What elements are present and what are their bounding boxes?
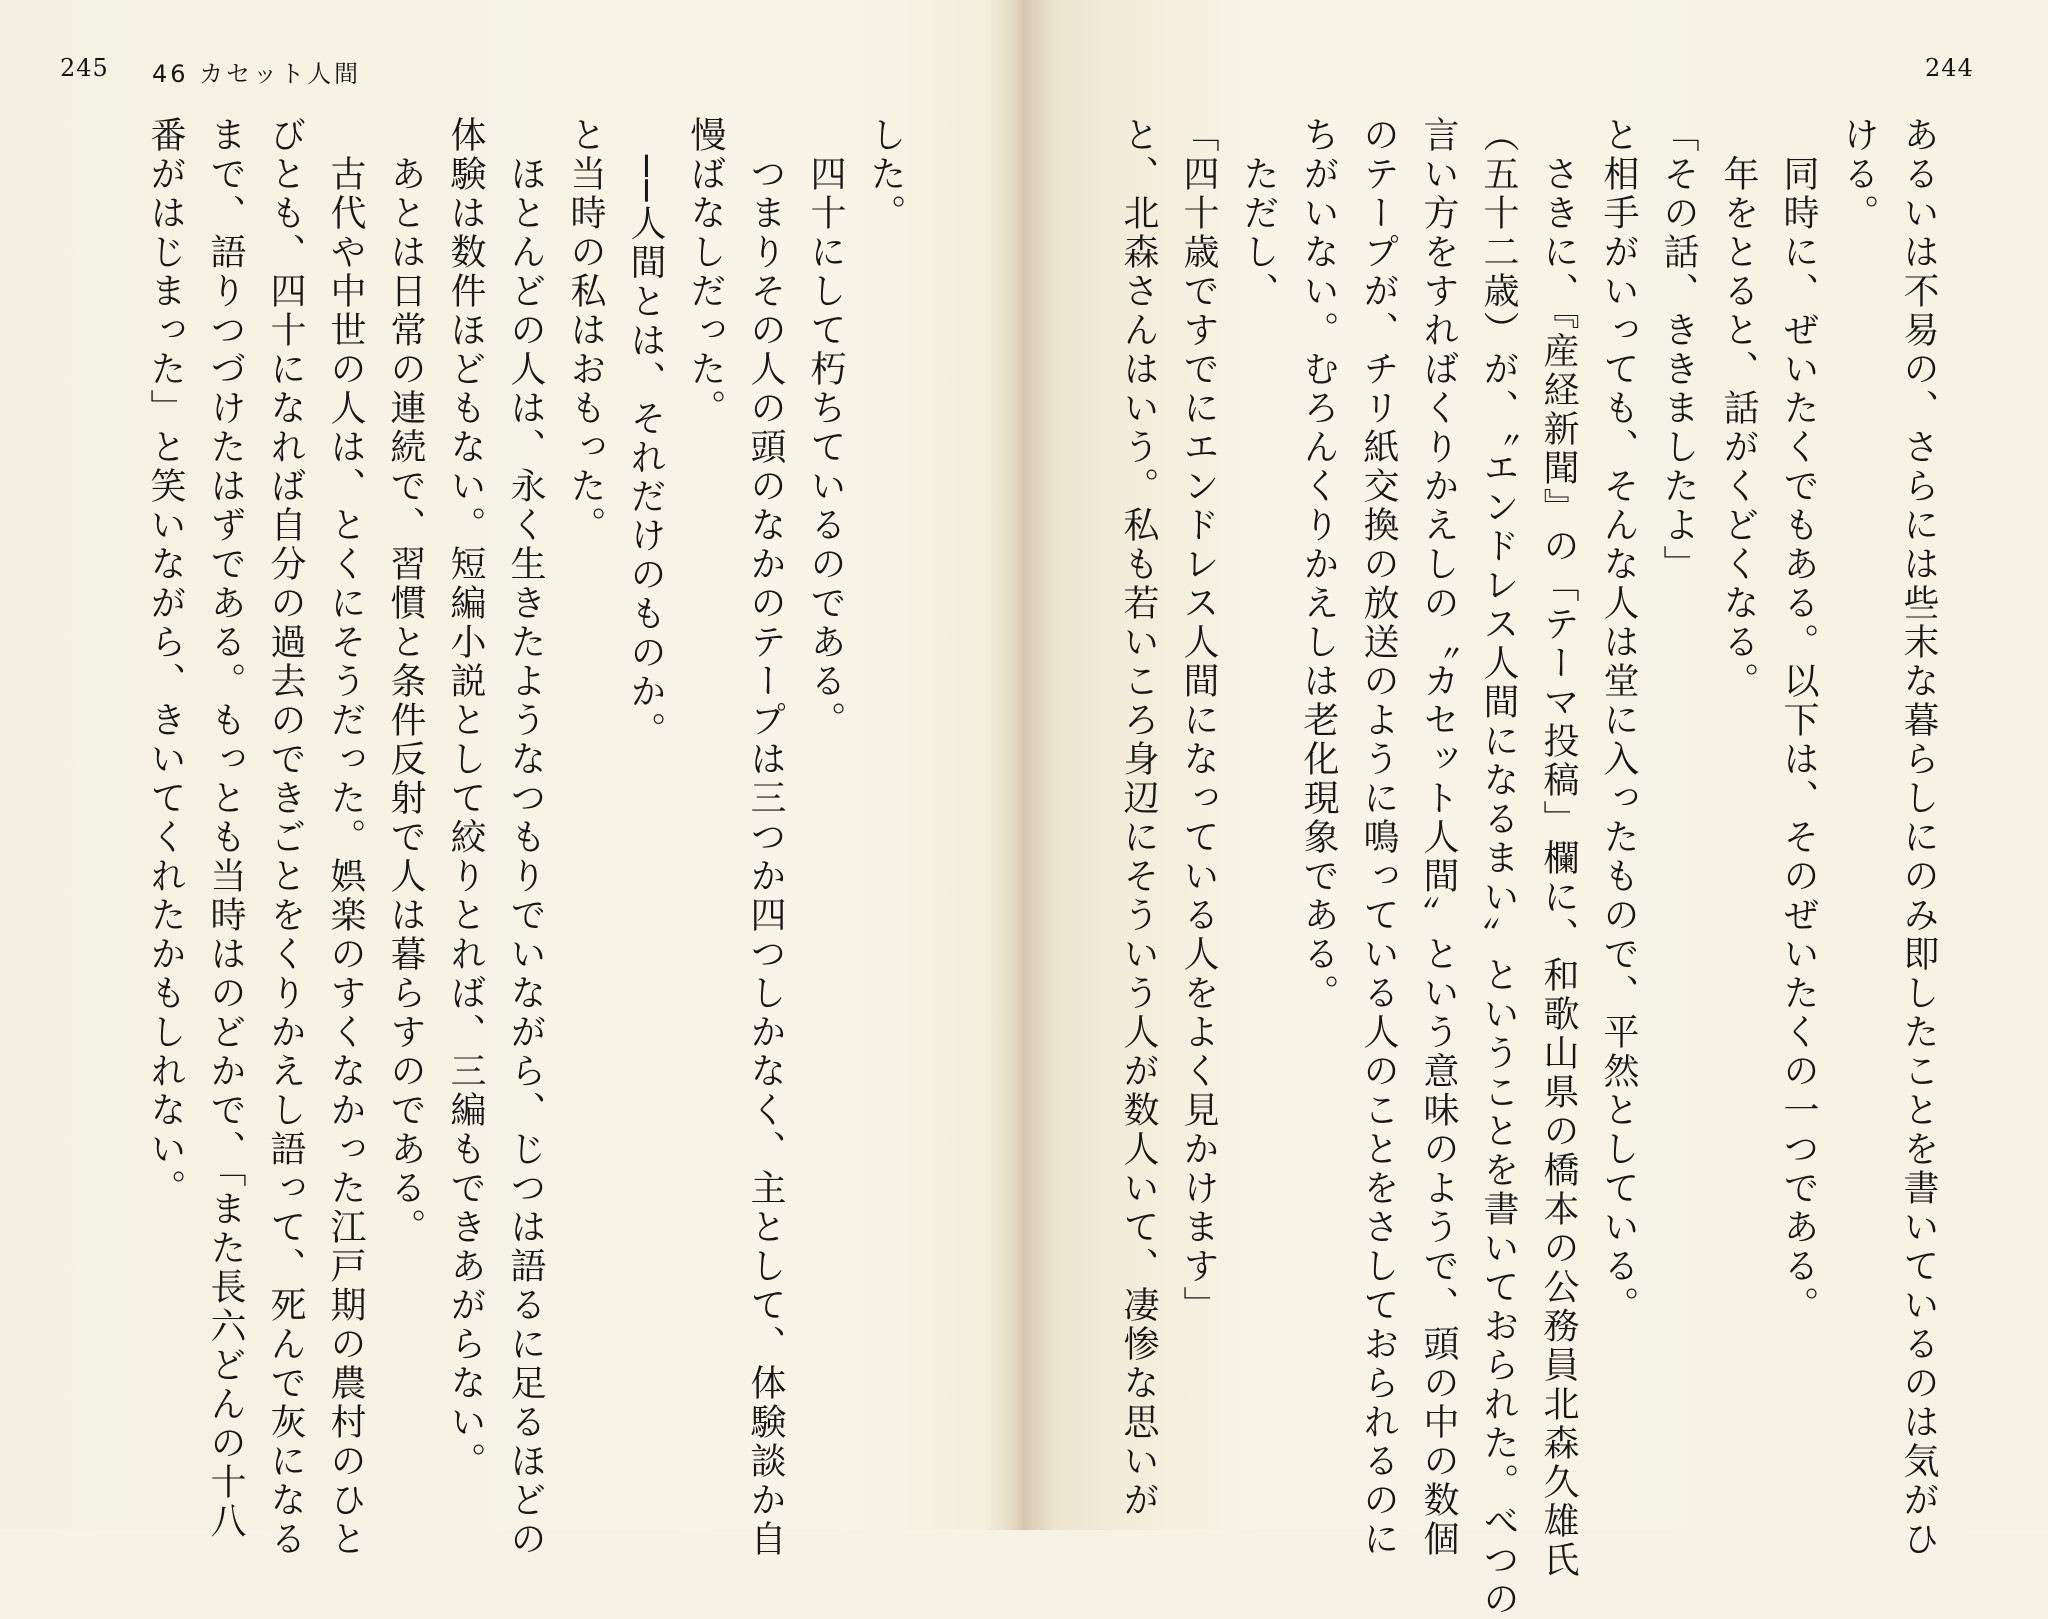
left-page: [0, 0, 1005, 1559]
text-line: ほとんどの人は、永く生きたようなつもりでいながら、じつは語るに足るほどの: [505, 116, 546, 1559]
text-line: と、北森さんはいう。私も若いころ身辺にそういう人が数人いて、凄惨な思いが: [1118, 116, 1159, 1520]
left-page-body: [115, 116, 915, 1559]
text-line: 「その話、ききましたよ」: [1658, 116, 1699, 584]
text-line: 同時に、ぜいたくでもある。以下は、そのぜいたくの一つである。: [1778, 116, 1819, 1325]
text-line: ──人間とは、それだけのものか。: [625, 116, 666, 751]
right-page: [1005, 0, 2048, 1619]
text-line: 年をとると、話がくどくなる。: [1718, 116, 1759, 701]
text-line: ただし、: [1238, 116, 1279, 311]
text-line: あるいは不易の、さらには些末な暮らしにのみ即したことを書いているのは気がひ: [1898, 116, 1939, 1559]
running-head: 46 カセット人間: [152, 60, 362, 88]
text-line: つまりその人の頭のなかのテープは三つか四つしかなく、主として、体験談か自: [745, 116, 786, 1559]
page-number-right: 244: [1925, 54, 1974, 82]
text-line: さきに、『産経新聞』の「テーマ投稿」欄に、和歌山県の橋本の公務員北森久雄氏: [1538, 116, 1579, 1580]
text-line: 体験は数件ほどもない。短編小説として絞りとれば、三編もできあがらない。: [445, 116, 486, 1481]
text-line: びとも、四十になれば自分の過去のできごとをくりかえし語って、死んで灰になる: [265, 116, 306, 1559]
text-line: まで、語りつづけたはずである。もっとも当時はのどかで、「また長六どんの十八: [205, 116, 246, 1541]
text-line: 慢ばなしだった。: [685, 116, 726, 428]
text-line: した。: [865, 116, 906, 233]
text-line: あとは日常の連続で、習慣と条件反射で人は暮らすのである。: [385, 116, 426, 1247]
text-line: のテープが、チリ紙交換の放送のように鳴っている人のことをさしておられるのに: [1358, 116, 1399, 1559]
page-number-left: 245: [60, 54, 109, 82]
text-line: ちがいない。むろんくりかえしは老化現象である。: [1298, 116, 1339, 1013]
text-line: 四十にして朽ちているのである。: [805, 116, 846, 740]
text-line: 古代や中世の人は、とくにそうだった。娯楽のすくなかった江戸期の農村のひと: [325, 116, 366, 1559]
text-line: 「四十歳ですでにエンドレス人間になっている人をよく見かけます」: [1178, 116, 1219, 1325]
text-line: （五十二歳）が、〝エンドレス人間になるまい〟ということを書いておられた。べつの: [1478, 116, 1519, 1619]
right-page-body: [1108, 116, 1948, 1619]
text-line: と当時の私はおもった。: [565, 116, 606, 545]
text-line: 言い方をすればくりかえしの〝カセット人間〟という意味のようで、頭の中の数個: [1418, 116, 1459, 1559]
text-line: と相手がいっても、そんな人は堂に入ったもので、平然としている。: [1598, 116, 1639, 1325]
text-line: 番がはじまった」と笑いながら、きいてくれたかもしれない。: [145, 116, 186, 1208]
text-line: ける。: [1838, 116, 1879, 233]
